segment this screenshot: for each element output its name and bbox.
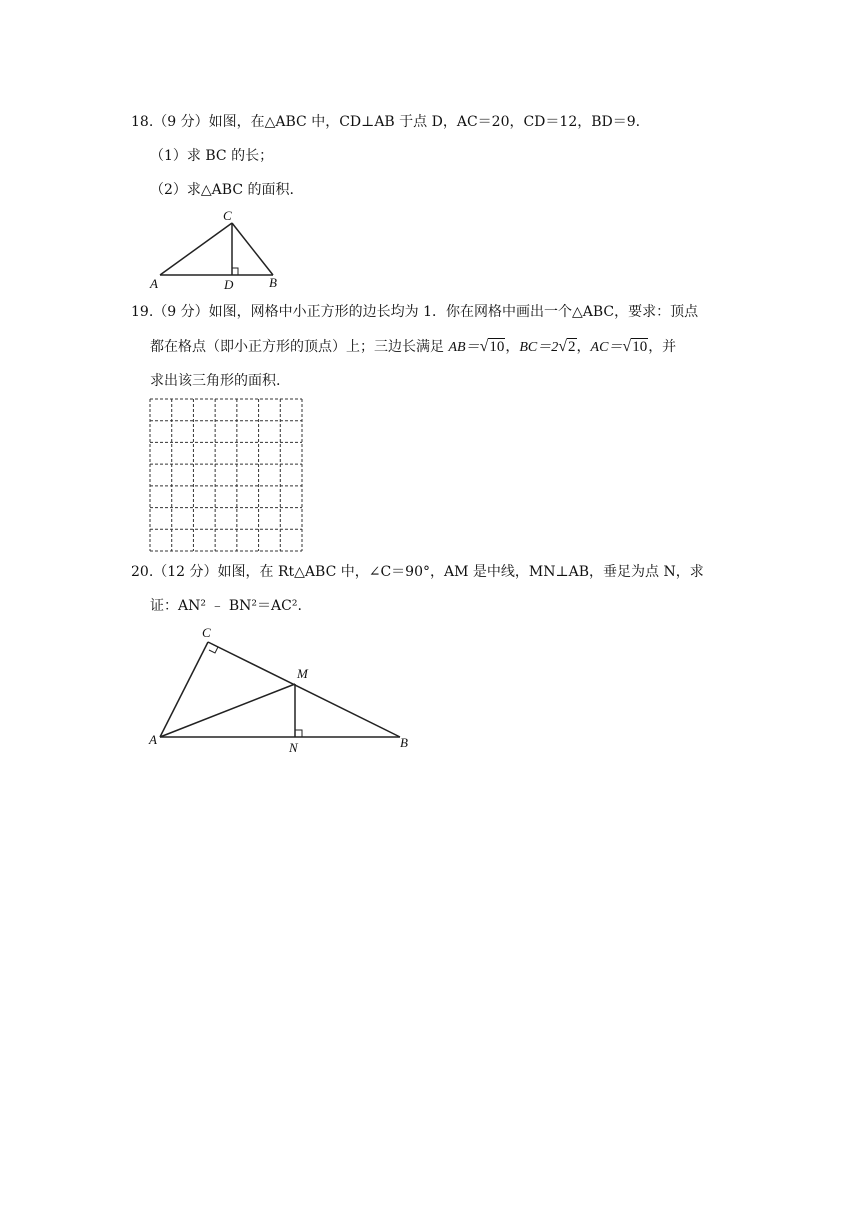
q20-label-b: B [400, 735, 408, 750]
q18-number: 18. [131, 114, 154, 130]
q19-line1: 如图，网格中小正方形的边长均为 1．你在网格中画出一个△ABC，要求：顶点 [208, 304, 699, 320]
q19-ab-radicand: 10 [489, 339, 505, 355]
q20-right-angle-mark-n [295, 730, 302, 737]
q19-line2-suffix: ，并 [648, 339, 677, 355]
q20-label-a: A [149, 732, 157, 747]
q19-comma2: ， [576, 339, 591, 355]
q19-comma1: ， [505, 339, 520, 355]
q19-line2-prefix: 都在格点（即小正方形的顶点）上；三边长满足 [150, 339, 449, 355]
q18-text: 如图，在△ABC 中，CD⊥AB 于点 D，AC＝20，CD＝12，BD＝9. [208, 114, 641, 130]
q18-label-d: D [224, 277, 234, 292]
sqrt-icon: √ [622, 338, 632, 355]
q18-part1: （1）求 BC 的长； [150, 148, 274, 164]
q20-label-n: N [289, 740, 298, 755]
q18-label-a: A [150, 276, 158, 291]
q20-stem-line2: 证：AN² ﹣ BN²＝AC². [150, 598, 302, 614]
q19-bc-label: BC＝2 [519, 340, 559, 355]
q20-side-cb [208, 642, 400, 737]
q20-label-m: M [297, 666, 308, 681]
q20-number: 20. [131, 564, 154, 580]
q18-label-c: C [223, 208, 232, 223]
q20-side-ac [160, 642, 208, 737]
q20-line1: 如图，在 Rt△ABC 中，∠C＝90°，AM 是中线，MN⊥AB，垂足为点 N，求 [217, 564, 704, 580]
q20-score: （12 分） [153, 564, 218, 580]
q19-number: 19. [131, 304, 154, 320]
q20-median-am [160, 684, 295, 737]
q18-part2: （2）求△ABC 的面积. [150, 182, 294, 198]
q19-ab-label: AB＝ [448, 340, 480, 355]
q19-ac-label: AC＝ [590, 340, 623, 355]
q19-bc-radicand: 2 [568, 339, 576, 355]
sqrt-icon: √ [479, 338, 489, 355]
q19-stem-line3: 求出该三角形的面积. [150, 373, 281, 389]
q19-score: （9 分） [153, 304, 209, 320]
sqrt-icon: √ [558, 338, 568, 355]
q20-label-c: C [202, 625, 211, 640]
q19-ac-radicand: 10 [632, 339, 648, 355]
q18-score: （9 分） [153, 114, 209, 130]
q18-label-b: B [269, 275, 277, 290]
